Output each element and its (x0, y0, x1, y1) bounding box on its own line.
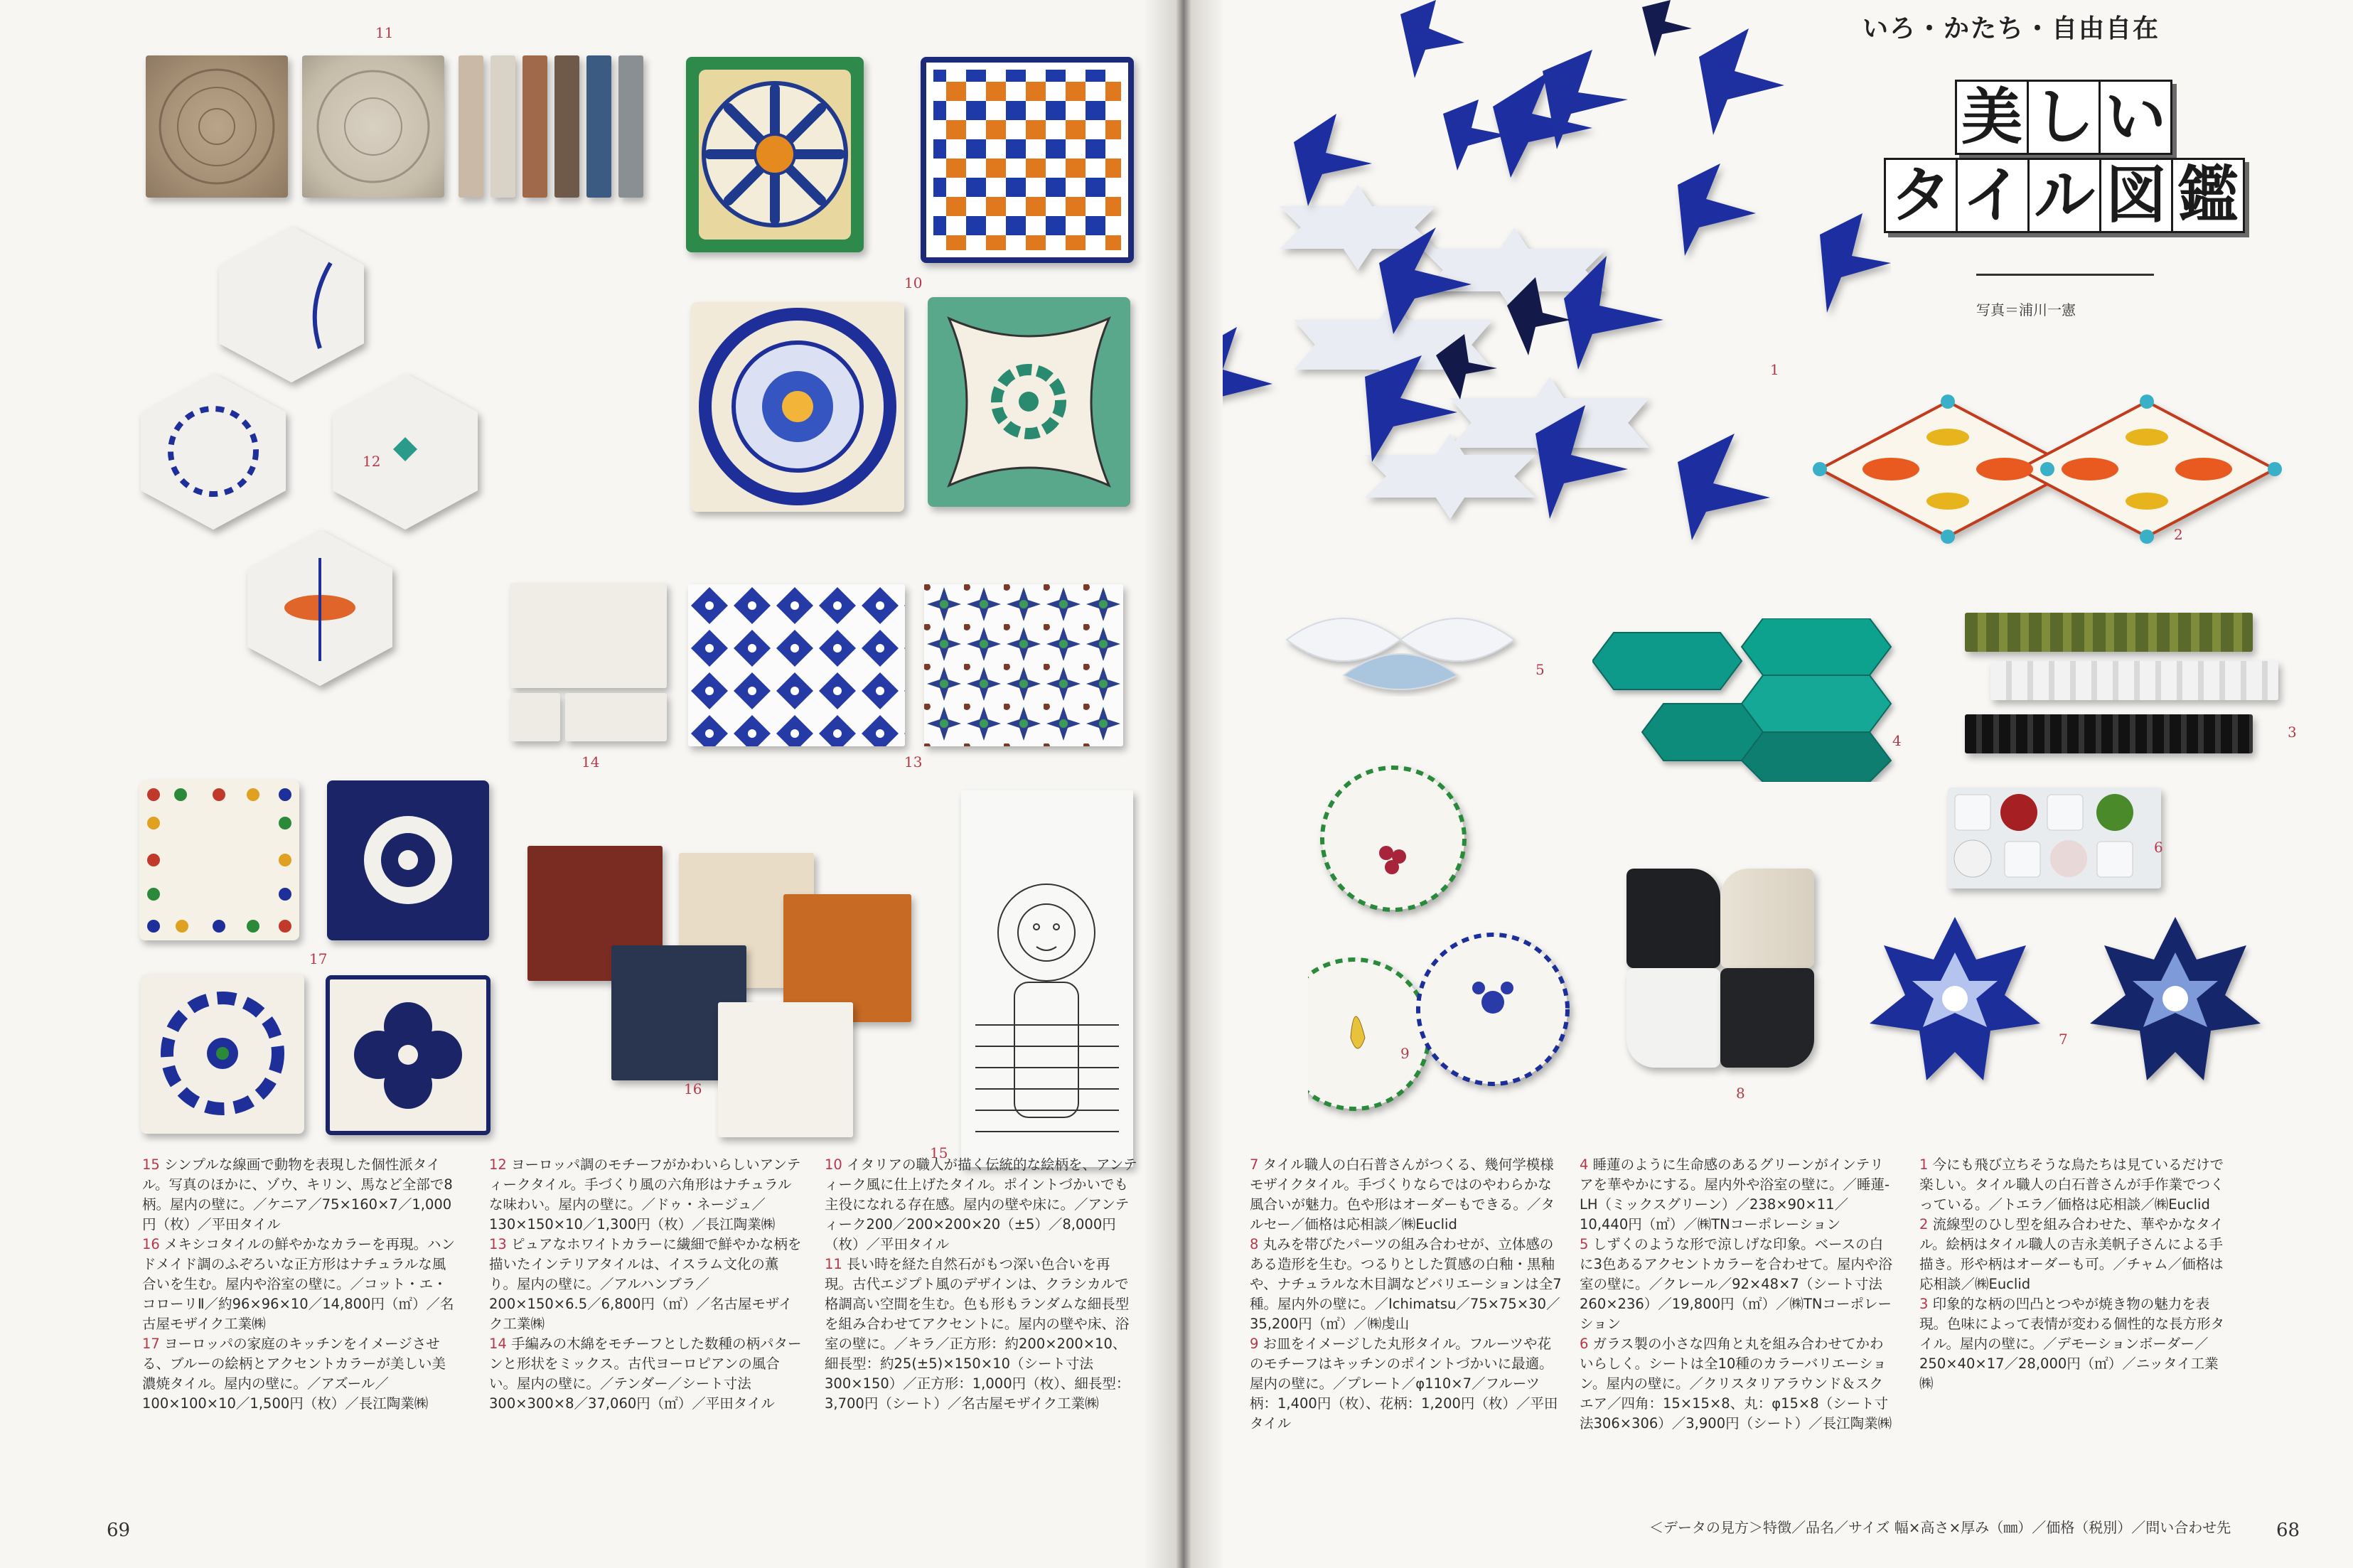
entry-11 (825, 1255, 1137, 1414)
right-text-col-1 (1250, 1155, 1563, 1434)
tile-6-glass-art (1948, 788, 2161, 888)
entry-text: 印象的な柄の凹凸とつやが焼き物の魅力を表現。色味によって表情が変わる個性的な長方形タイル。屋内の壁に。／デモーションボーダー／250×40×17／28,000円（㎡）／ニッタイ工業㈱ (1919, 1296, 2225, 1392)
tile-15-lion (961, 790, 1133, 1167)
photo-credit: 写真＝浦川一憲 (1976, 301, 2076, 318)
tile-10-checker-art (926, 63, 1128, 257)
entry-num: 2 (1919, 1216, 1929, 1233)
tile-17-vine-art (141, 974, 304, 1134)
title-char: し (2027, 80, 2101, 155)
tile-10-checker (921, 57, 1134, 263)
entry-3 (1919, 1294, 2232, 1394)
kicker: いろ・かたち・自由自在 (1862, 14, 2160, 43)
tile-8-wood-a (1720, 869, 1814, 968)
tile-17-flower (326, 975, 491, 1135)
entry-1 (1919, 1155, 2232, 1215)
entry-4 (1580, 1155, 1892, 1235)
tile-13-alhambra-blue (688, 584, 905, 746)
tile-15-lion-art (961, 790, 1133, 1167)
entry-num: 10 (825, 1156, 842, 1173)
label-1: 1 (1770, 361, 1779, 378)
entry-text: イタリアの職人が描く伝統的な絵柄を、アンティーク風に仕上げたタイル。ポイントづかいでも主役になれる存在感。屋内の壁や床に。／アンティーク200／200×200×20（±5）／8,000円（枚）／平田タイル (825, 1156, 1137, 1252)
entry-text: 今にも飛び立ちそうな鳥たちは見ているだけで楽しい。タイル職人の白石普さんが手作業でつくっている。／トエラ／価格は応相談／㈱Euclid (1919, 1156, 2224, 1213)
label-8: 8 (1736, 1085, 1745, 1102)
entry-num: 5 (1580, 1236, 1589, 1252)
data-legend: ＜データの見方＞特徴／品名／サイズ 幅×高さ×厚み（㎜）／価格（税別）／問い合わせ先 (1649, 1519, 2231, 1536)
tile-17-vine (141, 974, 304, 1134)
label-4: 4 (1892, 732, 1902, 749)
tile-3-black (1965, 714, 2253, 753)
book-gutter (1145, 0, 1223, 1568)
entry-num: 16 (142, 1236, 160, 1252)
label-7: 7 (2059, 1031, 2068, 1048)
tile-17-lattice (327, 780, 489, 940)
label-13: 13 (904, 753, 923, 770)
left-text-col-2 (489, 1155, 802, 1414)
tile-17-lattice-art (327, 780, 489, 940)
tile-3-white (1990, 661, 2278, 700)
title-char: 図 (2099, 158, 2173, 233)
entry-text: ヨーロッパの家庭のキッチンをイメージさせる、ブルーの絵柄とアクセントカラーが美しい美濃焼タイル。屋内の壁に。／アズール／100×100×10／1,500円（枚）／長江陶業㈱ (142, 1336, 446, 1412)
entry-num: 14 (489, 1336, 507, 1352)
tile-8-black-a (1626, 869, 1720, 968)
entry-num: 17 (142, 1336, 160, 1352)
tile-17-dots (139, 780, 299, 940)
entry-num: 8 (1250, 1236, 1259, 1252)
tile-11-pattern-b (302, 55, 444, 198)
entry-num: 6 (1580, 1336, 1589, 1352)
right-page (1180, 0, 2353, 1568)
entry-text: 丸みを帯びたパーツの組み合わせが、立体感のある造形を生む。つるりとした質感の白釉・黒釉や、ナチュラルな木目調などバリエーションは全7種。屋内外の壁に。／Ichimatsu／75×75×30／35,200円（㎡）／㈱虔山 (1250, 1236, 1562, 1332)
title-char: 美 (1955, 80, 2029, 155)
tile-13-blue-art (688, 584, 905, 746)
tile-6-glass-sheet (1948, 788, 2161, 888)
tile-11-strip-6 (618, 55, 643, 198)
tile-11-strip-4 (554, 55, 579, 198)
label-15: 15 (930, 1144, 948, 1161)
entry-num: 15 (142, 1156, 160, 1173)
tile-10-green-star-art (928, 297, 1130, 507)
title-char: 鑑 (2171, 158, 2245, 233)
tile-10-medallion (691, 302, 904, 512)
entry-13 (489, 1235, 802, 1334)
tile-11-strip-2 (491, 55, 515, 198)
entry-num: 12 (489, 1156, 507, 1173)
entry-text: しずくのような形で涼しげな印象。ベースの白に3色あるアクセントカラーを合わせて。屋内や浴室の壁に。／クレール／92×48×7（シート寸法260×236）／19,800円（㎡）／㈱TNコーポレーション (1580, 1236, 1892, 1332)
tile-14-white-small-a (510, 693, 560, 741)
left-text-col-3 (825, 1155, 1137, 1414)
entry-text: 長い時を経た自然石がもつ深い色合いを再現。古代エジプト風のデザインは、クラシカルで格調高い空間を生む。色も形もランダムな細長型を組み合わせてアクセントに。屋内の壁や床、浴室の壁に。／キラ／正方形：約200×200×10、細長型：約25(±5)×150×10（シート寸法300×150）／正方形：1,000円（枚）、細長型：3,700円（シート）／名古屋モザイク工業㈱ (825, 1256, 1130, 1412)
entry-5 (1580, 1235, 1892, 1334)
entry-num: 4 (1580, 1156, 1589, 1173)
label-14: 14 (581, 753, 600, 770)
tile-5-drops (1280, 597, 1535, 704)
title-char: タ (1884, 158, 1958, 233)
tile-11-strip-5 (586, 55, 611, 198)
entry-num: 3 (1919, 1296, 1929, 1312)
entry-num: 7 (1250, 1156, 1259, 1173)
tile-4-green-hex (1592, 618, 1919, 782)
tile-8-white-a (1626, 968, 1720, 1068)
label-2: 2 (2174, 526, 2183, 543)
title-rule (1976, 274, 2154, 276)
label-17: 17 (309, 950, 328, 967)
entry-text: タイル職人の白石普さんがつくる、幾何学模様モザイクタイル。手づくりならではのやわらかな風合いが魅力。色や形はオーダーもできる。／タルセー／価格は応相談／㈱Euclid (1250, 1156, 1555, 1233)
entry-text: 睡蓮のように生命感のあるグリーンがインテリアを華やかにする。屋内外や浴室の壁に。／睡蓮-LH（ミックスグリーン）／238×90×11／10,440円（㎡）／㈱TNコーポレーション (1580, 1156, 1890, 1233)
tile-10-medallion-art (691, 302, 904, 512)
tile-11-stone-square-a (146, 55, 288, 198)
entry-16 (142, 1235, 455, 1334)
entry-text: シンプルな線画で動物を表現した個性派タイル。写真のほかに、ゾウ、キリン、馬など全部で8柄。屋内の壁に。／ケニア／75×160×7／1,000円（枚）／平田タイル (142, 1156, 453, 1233)
left-page (0, 0, 1173, 1568)
entry-6 (1580, 1334, 1892, 1434)
entry-10 (825, 1155, 1137, 1255)
title-line-2 (1884, 158, 2243, 233)
tile-3-olive (1965, 613, 2253, 652)
entry-num: 9 (1250, 1336, 1259, 1352)
entry-2 (1919, 1215, 2232, 1294)
label-16: 16 (684, 1080, 702, 1097)
tile-9-plates (1308, 761, 1607, 1144)
tile-17-dots-art (139, 780, 299, 940)
label-6: 6 (2154, 839, 2163, 856)
page-number-left: 69 (107, 1520, 131, 1541)
entry-num: 11 (825, 1256, 842, 1272)
entry-text: 流線型のひし型を組み合わせた、華やかなタイル。絵柄はタイル職人の吉永美帆子さんによる手描き。形や柄はオーダーも可。／チャム／価格は応相談／㈱Euclid (1919, 1216, 2224, 1292)
label-3: 3 (2288, 724, 2297, 741)
title-char: い (2099, 80, 2172, 155)
tile-11-strip-3 (522, 55, 547, 198)
entry-num: 1 (1919, 1156, 1929, 1173)
entry-9 (1250, 1334, 1563, 1434)
title-char: ル (2027, 158, 2101, 233)
tile-14-white-small-b (565, 693, 667, 741)
tile-11-strip-1 (459, 55, 483, 198)
entry-8 (1250, 1235, 1563, 1334)
tile-16-white (718, 1002, 853, 1137)
label-12: 12 (363, 453, 381, 470)
tile-10-flower (686, 57, 864, 252)
tile-14-white-large (510, 583, 667, 688)
entry-text: お皿をイメージした丸形タイル。フルーツや花のモチーフはキッチンのポイントづかいに最適。屋内の壁に。／プレート／φ110×7／フルーツ柄：1,400円（枚）、花柄：1,200円（枚）／平田タイル (1250, 1336, 1558, 1432)
entry-num: 13 (489, 1236, 507, 1252)
tile-1-birds-top (1358, 0, 1841, 199)
tile-8-black-b (1720, 968, 1814, 1068)
right-text-col-2 (1580, 1155, 1892, 1434)
entry-14 (489, 1334, 802, 1414)
entry-text: 手編みの木綿をモチーフとした数種の柄パターンと形状をミックス。古代ヨーロピアンの風合い。屋内の壁に。／テンダー／シート寸法300×300×8／37,060円（㎡）／平田タイル (489, 1336, 802, 1412)
tile-10-flower-art (686, 57, 864, 252)
label-10: 10 (904, 274, 923, 291)
label-5: 5 (1535, 661, 1545, 678)
entry-15 (142, 1155, 455, 1235)
tile-11-stone-square-b (302, 55, 444, 198)
tile-13-green-art (924, 584, 1123, 746)
entry-text: メキシコタイルの鮮やかなカラーを再現。ハンドメイド調のふぞろいな正方形はナチュラルな風合いを生む。屋内や浴室の壁に。／コット・エ・コローリⅡ／約96×96×10／14,800円（㎡）／名古屋モザイク工業㈱ (142, 1236, 455, 1332)
entry-12 (489, 1155, 802, 1235)
entry-text: ヨーロッパ調のモチーフがかわいらしいアンティークタイル。手づくり風の六角形はナチュラルな味わい。屋内の壁に。／ドゥ・ネージュ／130×150×10／1,300円（枚）／長江陶業㈱ (489, 1156, 801, 1233)
tile-17-flower-art (330, 979, 486, 1131)
page-number-right: 68 (2276, 1520, 2300, 1541)
right-text-col-3 (1919, 1155, 2232, 1394)
tile-13-alhambra-green (924, 584, 1123, 746)
tile-11-pattern (146, 55, 288, 198)
title-line-1 (1955, 80, 2170, 155)
title-char: イ (1956, 158, 2030, 233)
label-11: 11 (375, 24, 394, 41)
entry-7 (1250, 1155, 1563, 1235)
label-9: 9 (1400, 1045, 1410, 1062)
tile-2-lozenges (1806, 387, 2303, 551)
tile-10-green-star (928, 297, 1130, 507)
entry-text: ガラス製の小さな四角と丸を組み合わせてかわいらしく。シートは全10種のカラーバリエーション。屋内の壁に。／クリスタリアラウンド＆スクエア／四角：15×15×8、丸：φ15×8（シート寸法306×306）／3,900円（シート）／長江陶業㈱ (1580, 1336, 1892, 1432)
entry-text: ピュアなホワイトカラーに繊細で鮮やかな柄を描いたインテリアタイルは、イスラム文化の薫り。屋内の壁に。／アルハンブラ／200×150×6.5／6,800円（㎡）／名古屋モザイク工業㈱ (489, 1236, 802, 1332)
entry-17 (142, 1334, 455, 1414)
tile-7-star-mosaics (1870, 917, 2282, 1088)
left-text-col-1 (142, 1155, 455, 1414)
